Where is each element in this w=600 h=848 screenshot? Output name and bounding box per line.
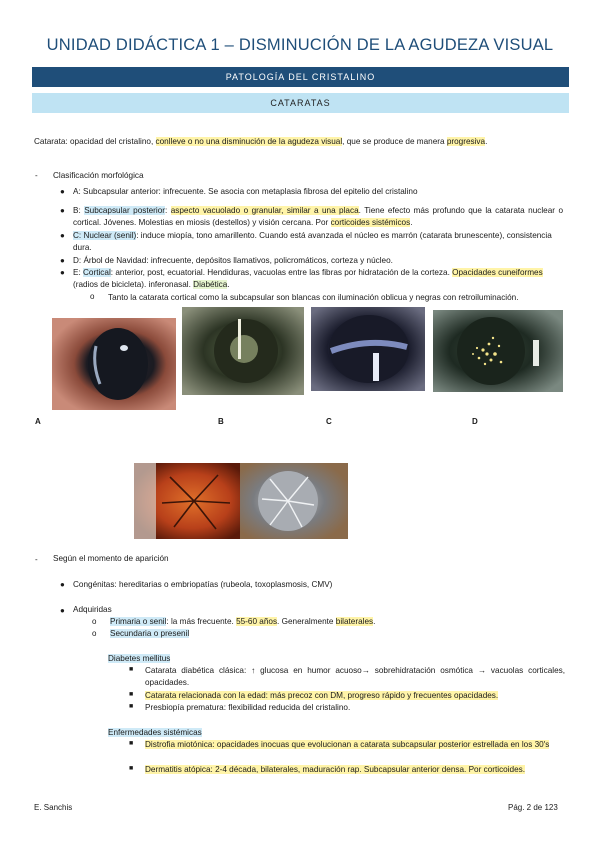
cataract-photo-a [52, 318, 176, 410]
photo-label-d: D [472, 417, 478, 426]
square-bullet: ■ [129, 691, 134, 698]
morph-item-b: B: Subcapsular posterior: aspecto vacuolado o granular, similar a una placa. Tiene efecto más profundo que la catarata nuclear o cortical. Jóvenes. Molestias en miosis (destellos) y visión cercana. Por corticoides sistémicos. [73, 206, 563, 228]
bullet: ● [60, 231, 65, 240]
bullet: ● [60, 606, 65, 615]
dash-bullet: - [35, 555, 38, 564]
square-bullet: ■ [129, 666, 134, 673]
systemic-heading: Enfermedades sistémicas [108, 728, 202, 737]
morph-item-c: C: Nuclear (senil): induce miopía, tono amarillento. Cuando está avanzada el núcleo es marrón (catarata brunescente), consistencia dura. [73, 231, 552, 253]
morph-heading: Clasificación morfológica [53, 171, 144, 180]
photo-label-a: A [35, 417, 41, 426]
bullet: ● [60, 256, 65, 265]
onset-secondary: Secundaria o presenil [110, 629, 190, 638]
footer-page-number: Pág. 2 de 123 [508, 803, 558, 812]
subsection-bar: CATARATAS [32, 93, 569, 113]
onset-primary: Primaria o senil: la más frecuente. 55-60 años. Generalmente bilaterales. [110, 617, 376, 626]
diabetes-item-1: Catarata diabética clásica: ↑ glucosa en humor acuoso→ sobrehidratación osmótica → vacuolas corticales, opacidades. [145, 666, 565, 688]
photo-label-c: C [326, 417, 332, 426]
square-bullet: ■ [129, 703, 134, 710]
page-title: UNIDAD DIDÁCTICA 1 – DISMINUCIÓN DE LA AGUDEZA VISUAL [46, 36, 554, 54]
footer-author: E. Sanchis [34, 803, 73, 812]
cataract-photo-c [311, 307, 425, 391]
onset-heading: Según el momento de aparición [53, 554, 169, 563]
morph-item-a: A: Subcapsular anterior: infrecuente. Se asocia con metaplasia fibrosa del epitelio del cristalino [73, 187, 418, 196]
systemic-item-2: Dermatitis atópica: 2-4 década, bilaterales, maduración rap. Subcapsular anterior densa. Por corticoides. [145, 765, 526, 774]
bullet: ● [60, 187, 65, 196]
definition-paragraph: Catarata: opacidad del cristalino, conlleve o no una disminución de la agudeza visual, que se produce de manera progresiva. [34, 137, 488, 146]
cataract-photo-oblique [240, 463, 348, 539]
bullet: ● [60, 268, 65, 277]
cataract-photo-retroillumination [134, 463, 240, 539]
diabetes-item-3: Presbiopía prematura: flexibilidad reducida del cristalino. [145, 703, 351, 712]
bullet: ● [60, 206, 65, 215]
cataract-photo-d [433, 310, 563, 392]
circle-bullet: o [90, 292, 95, 301]
cataract-photo-b [182, 307, 304, 395]
photo-label-b: B [218, 417, 224, 426]
morph-item-e: E: Cortical: anterior, post, ecuatorial. Hendiduras, vacuolas entre las fibras por hidratación de la corteza. Opacidades cuneiformes (radios de bicicleta). inferonasal. Diabética. [73, 268, 543, 290]
diabetes-item-2: Catarata relacionada con la edad: más precoz con DM, progreso rápido y frecuentes opacidades. [145, 691, 499, 700]
onset-congenital: Congénitas: hereditarias o embriopatías (rubeola, toxoplasmosis, CMV) [73, 580, 333, 589]
morph-item-d: D: Árbol de Navidad: infrecuente, depósitos llamativos, policromáticos, corteza y núcleo. [73, 256, 393, 265]
systemic-item-1: Distrofia miotónica: opacidades inocuas que evolucionan a catarata subcapsular posterior estrellada en los 30's [145, 740, 550, 749]
morph-item-e-sub: Tanto la catarata cortical como la subcapsular son blancas con iluminación oblicua y negras con retroiluminación. [108, 293, 519, 302]
onset-acquired: Adquiridas [73, 605, 112, 614]
section-bar: PATOLOGÍA DEL CRISTALINO [32, 67, 569, 87]
circle-bullet: o [92, 629, 97, 638]
circle-bullet: o [92, 617, 97, 626]
definition-term: Catarata: [34, 137, 68, 146]
dash-bullet: - [35, 171, 38, 180]
square-bullet: ■ [129, 765, 134, 772]
bullet: ● [60, 580, 65, 589]
square-bullet: ■ [129, 740, 134, 747]
diabetes-heading: Diabetes mellitus [108, 654, 171, 663]
